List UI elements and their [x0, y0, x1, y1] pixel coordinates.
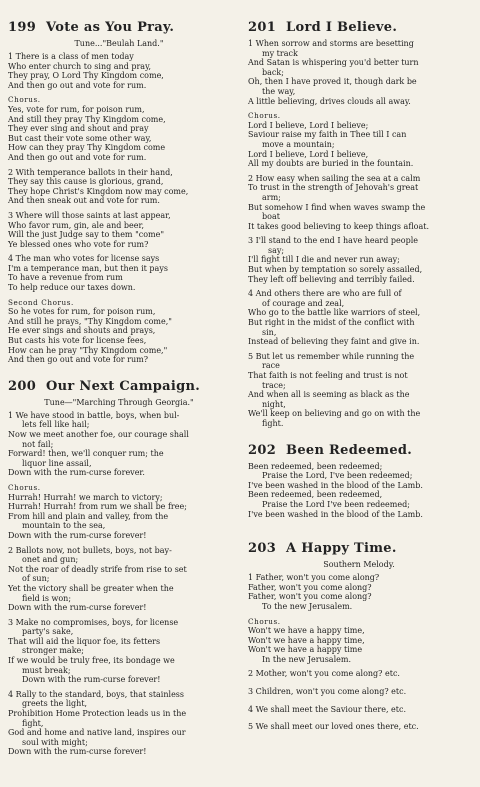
verse-line: arm;: [262, 192, 281, 202]
hymn-203-tune: Southern Melody.: [323, 560, 395, 570]
chorus-line: But cast their vote some other way,: [8, 133, 152, 143]
verse-line: They hope Christ's Kingdom now may come,: [8, 186, 189, 196]
hymn-title-text: A Happy Time.: [286, 541, 397, 557]
hymn-200-verse-2: [8, 546, 230, 613]
verse-line: 3 Make no compromises, boys, for license: [8, 617, 179, 627]
hymn-199-title: [8, 20, 230, 35]
verse-line: Oh, then I have proved it, though dark be: [248, 77, 417, 87]
verse-line: But right in the midst of the conflict with: [248, 318, 415, 328]
verse-line: Who enter church to sing and pray,: [8, 61, 152, 71]
verse-line: field is won;: [22, 593, 72, 603]
hymn-199-verse-4: [8, 254, 230, 292]
verse-line: And then sneak out and vote for rum.: [8, 196, 160, 206]
verse-line: 3 Children, won't you come along? etc.: [248, 687, 407, 697]
verse-line: It takes good believing to keep things afloat.: [248, 221, 430, 231]
hymn-201-verse-4: [248, 289, 470, 347]
hymn-199-verse-3: [8, 211, 230, 249]
right-column: [248, 20, 470, 732]
verse-line: To trust in the strength of Jehovah's great: [248, 183, 419, 193]
verse-line: And when all is seeming as black as the: [248, 390, 410, 400]
verse-line: Who go to the battle like warriors of steel,: [248, 308, 421, 318]
chorus-line: And then go out and vote for rum.: [8, 152, 147, 162]
chorus-line: He ever sings and shouts and prays,: [8, 326, 156, 336]
hymn-201-verse-1: [248, 39, 470, 106]
verse-line: 3 I'll stand to the end I have heard people: [248, 236, 418, 246]
hymn-199-verse-2: [8, 168, 230, 206]
hymn-title-text: Our Next Campaign.: [46, 378, 201, 394]
verse-line: But when by temptation so sorely assailed,: [248, 265, 423, 275]
hymn-201-verse-2: [248, 174, 470, 232]
verse-line: They left off believing and terribly failed.: [248, 274, 415, 284]
verse-line: Prohibition Home Protection leads us in the: [8, 709, 187, 719]
verse-line: sin,: [262, 327, 277, 337]
second-chorus-label: Second Chorus.: [8, 297, 74, 307]
verse-line: must break;: [22, 665, 71, 675]
verse-line: In the new Jerusalem.: [262, 654, 351, 664]
hymn-202-lines: [248, 462, 470, 520]
verse-line: Lord I believe, Lord I believe;: [248, 120, 369, 130]
verse-line: stronger make;: [22, 646, 84, 656]
verse-line: Been redeemed, been redeemed,: [248, 490, 383, 500]
hymn-201-chorus: [248, 121, 470, 169]
verse-line: I've been washed in the blood of the Lamb.: [248, 480, 423, 490]
verse-line: my track: [262, 48, 298, 58]
verse-line: Instead of believing they faint and give in.: [248, 337, 420, 347]
verse-line: Yet the victory shall be greater when the: [8, 583, 174, 593]
verse-line: soul with might;: [22, 737, 88, 747]
verse-line: Praise the Lord I've been redeemed;: [262, 499, 410, 509]
verse-line: Saviour raise my faith in Thee till I can: [248, 130, 407, 140]
verse-line: say;: [268, 245, 285, 255]
verse-line: trace;: [262, 380, 286, 390]
verse-line: not fail;: [22, 439, 54, 449]
verse-line: greets the light,: [22, 699, 88, 709]
verse-line: move a mountain;: [262, 139, 335, 149]
hymn-200-verse-4: [8, 690, 230, 757]
verse-line: To the new Jerusalem.: [262, 601, 353, 611]
chorus-line: How can they pray Thy Kingdom come: [8, 143, 166, 153]
hymn-number: 202: [248, 442, 277, 458]
verse-line: 2 How easy when sailing the sea at a calm: [248, 173, 421, 183]
hymn-200-verse-3: [8, 618, 230, 685]
verse-line: All my doubts are buried in the fountain.: [248, 159, 414, 169]
verse-line: fight.: [262, 418, 284, 428]
verse-line: Lord I believe, Lord I believe,: [248, 149, 369, 159]
verse-line: And then go out and vote for rum.: [8, 80, 147, 90]
hymn-number: 200: [8, 378, 37, 394]
verse-line: the way,: [262, 86, 296, 96]
chorus-line: But casts his vote for license fees,: [8, 336, 147, 346]
verse-line: 5 We shall meet our loved ones there, etc.: [248, 722, 419, 732]
verse-line: 1 Father, won't you come along?: [248, 573, 380, 583]
chorus-line: And still he prays, "Thy Kingdom come,": [8, 316, 172, 326]
verse-line: Won't we have a happy time,: [248, 626, 365, 636]
verse-line: God and home and native land, inspires our: [8, 728, 186, 738]
verse-line: of courage and zeal,: [262, 298, 345, 308]
verse-line: 4 We shall meet the Saviour there, etc.: [248, 704, 407, 714]
verse-line: I'll fight till I die and never run away;: [248, 255, 400, 265]
verse-line: Ye blessed ones who vote for rum?: [8, 239, 149, 249]
verse-line: Father, won't you come along?: [248, 592, 372, 602]
verse-line: From hill and plain and valley, from the: [8, 511, 169, 521]
verse-line: But somehow I find when waves swamp the: [248, 202, 426, 212]
verse-line: 2 With temperance ballots in their hand,: [8, 167, 173, 177]
chorus-line: And still they pray Thy Kingdom come,: [8, 114, 166, 124]
hymn-200-title: [8, 379, 230, 394]
hymn-title-text: Lord I Believe.: [286, 20, 398, 35]
verse-line: fight,: [22, 718, 44, 728]
verse-line: boat: [262, 212, 280, 222]
hymn-203-extra-verses: [248, 669, 470, 731]
verse-line: We'll keep on believing and go on with the: [248, 409, 421, 419]
verse-line: 5 But let us remember while running the: [248, 351, 415, 361]
chorus-line: And then go out and vote for rum?: [8, 355, 149, 365]
hymn-199-verse-1: [8, 52, 230, 90]
verse-line: Will the just Judge say to them "come": [8, 230, 165, 240]
hymn-number: 203: [248, 541, 277, 557]
verse-line: party's sake,: [22, 627, 74, 637]
chorus-label: Chorus.: [248, 111, 281, 121]
hymn-201-verse-5: [248, 352, 470, 429]
chorus-label: Chorus.: [8, 482, 41, 492]
hymn-number: 201: [248, 20, 277, 35]
verse-line: If we would be truly free, its bondage we: [8, 656, 175, 666]
hymn-title-text: Vote as You Pray.: [46, 20, 175, 35]
verse-line: 3 Where will those saints at last appear,: [8, 210, 171, 220]
verse-line: lets fell like hail;: [22, 420, 90, 430]
verse-line: night,: [262, 399, 286, 409]
verse-line: 2 Ballots now, not bullets, boys, not bay-: [8, 545, 172, 555]
hymn-203-chorus: [248, 626, 470, 664]
verse-line: Now we meet another foe, our courage shall: [8, 430, 189, 439]
hymn-202-title: [248, 443, 470, 458]
verse-line: Down with the rum-curse forever!: [8, 530, 147, 540]
verse-line: Down with the rum-curse forever!: [8, 603, 147, 613]
verse-line: liquor line assail,: [22, 458, 92, 468]
chorus-line: Yes, vote for rum, for poison rum,: [8, 104, 145, 114]
verse-line: Won't we have a happy time: [248, 645, 363, 655]
verse-line: 4 Rally to the standard, boys, that stainless: [8, 689, 185, 699]
verse-line: Hurrah! Hurrah! we march to victory;: [8, 492, 163, 502]
verse-line: A little believing, drives clouds all away.: [248, 96, 411, 106]
verse-line: onet and gun;: [22, 555, 79, 565]
verse-line: 1 We have stood in battle, boys, when bul-: [8, 410, 180, 420]
hymn-200-chorus: [8, 493, 230, 541]
hymn-number: 199: [8, 20, 37, 35]
hymn-201-title: [248, 20, 470, 35]
verse-line: Forward! then, we'll conquer rum; the: [8, 449, 164, 459]
hymn-200-tune: Tune—"Marching Through Georgia.": [44, 397, 194, 407]
verse-line: Down with the rum-curse forever!: [22, 675, 161, 685]
verse-line: 2 Mother, won't you come along? etc.: [248, 669, 400, 679]
verse-line: That will aid the liquor foe, its fetters: [8, 636, 161, 646]
verse-line: Been redeemed, been redeemed;: [248, 461, 383, 471]
chorus-label: Chorus.: [8, 95, 41, 105]
verse-line: 1 When sorrow and storms are besetting: [248, 39, 414, 48]
verse-line: Hurrah! Hurrah! from rum we shall be free;: [8, 502, 187, 512]
verse-line: race: [262, 361, 280, 371]
verse-line: I've been washed in the blood of the Lamb.: [248, 509, 423, 519]
verse-line: of sun;: [22, 574, 50, 584]
verse-line: That faith is not feeling and trust is not: [248, 371, 408, 380]
left-column: [8, 20, 230, 757]
verse-line: And Satan is whispering you'd better turn: [248, 58, 419, 68]
verse-line: I'm a temperance man, but then it pays: [8, 263, 168, 273]
hymn-199-tune: Tune..."Beulah Land.": [74, 39, 164, 48]
verse-line: 4 The man who votes for license says: [8, 254, 160, 264]
hymn-203-verse-1: [248, 573, 470, 611]
chorus-line: How can he pray "Thy Kingdom come,": [8, 345, 168, 355]
verse-line: 1 There is a class of men today: [8, 52, 134, 61]
chorus-line: They ever sing and shout and pray: [8, 124, 149, 134]
hymn-199-second-chorus: [8, 307, 230, 365]
verse-line: Father, won't you come along?: [248, 582, 372, 592]
chorus-line: So he votes for rum, for poison rum,: [8, 307, 156, 317]
hymn-title-text: Been Redeemed.: [286, 442, 413, 458]
verse-line: They say this cause is glorious, grand,: [8, 177, 164, 187]
chorus-label: Chorus.: [248, 616, 281, 626]
verse-line: Won't we have a happy time,: [248, 635, 365, 645]
verse-line: They pray, O Lord Thy Kingdom come,: [8, 71, 164, 81]
verse-line: Down with the rum-curse forever!: [8, 747, 147, 757]
hymn-203-title: [248, 541, 470, 556]
hymn-200-verse-1: [8, 411, 230, 478]
hymn-201-verse-3: [248, 236, 470, 284]
verse-line: To help reduce our taxes down.: [8, 283, 136, 293]
verse-line: Who favor rum, gin, ale and beer,: [8, 220, 145, 230]
verse-line: Not the roar of deadly strife from rise to set: [8, 564, 187, 574]
hymn-199-chorus: [8, 105, 230, 163]
verse-line: Down with the rum-curse forever.: [8, 468, 145, 478]
verse-line: 4 And others there are who are full of: [248, 289, 402, 299]
verse-line: back;: [262, 67, 284, 77]
verse-line: To have a revenue from rum: [8, 273, 123, 283]
verse-line: Praise the Lord, I've been redeemed;: [262, 471, 413, 481]
verse-line: mountain to the sea,: [22, 521, 106, 531]
